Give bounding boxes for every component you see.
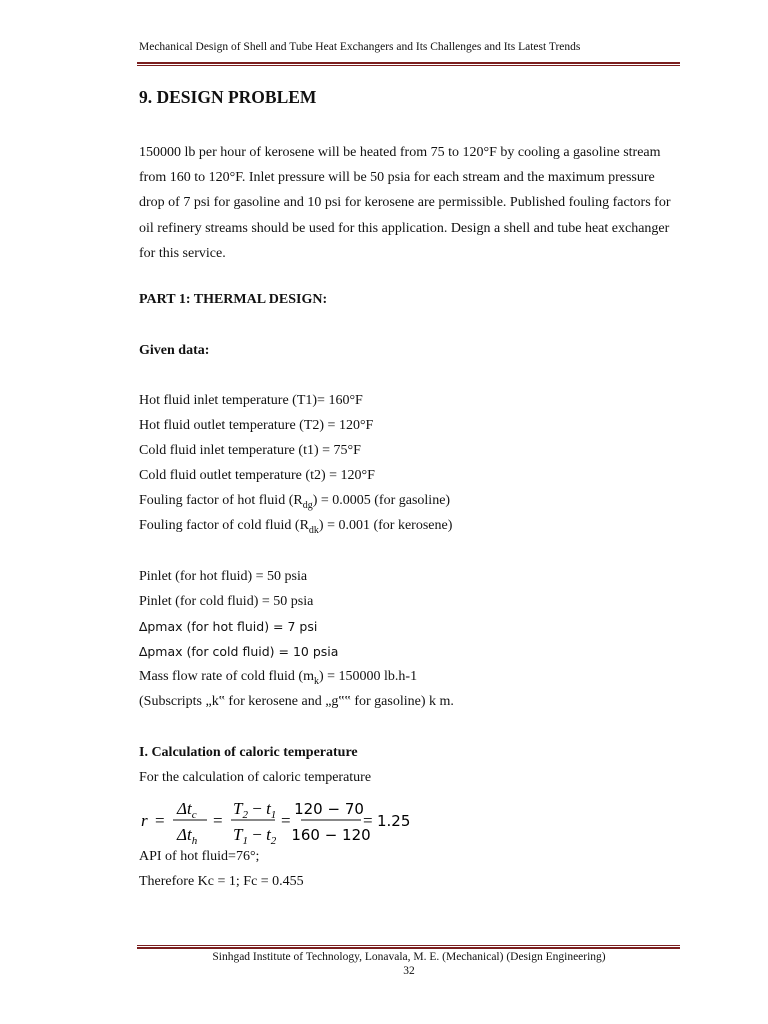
- pinlet-hot: Pinlet (for hot fluid) = 50 psia: [139, 569, 308, 584]
- eq-equals-2: =: [213, 811, 223, 830]
- caloric-ratio-equation: [139, 796, 439, 848]
- part-title: PART 1: THERMAL DESIGN:: [139, 292, 328, 307]
- fouling-hot-suffix: ) = 0.0005 (for gasoline): [312, 493, 451, 508]
- mass-flow-prefix: Mass flow rate of cold fluid (m: [139, 669, 314, 684]
- cold-outlet-temp: Cold fluid outlet temperature (t2) = 120°F: [139, 468, 375, 483]
- eq-equals-4: =: [363, 811, 373, 830]
- eq-equals-3: =: [281, 811, 291, 830]
- page-number: 32: [403, 965, 415, 977]
- running-header: Mechanical Design of Shell and Tube Heat Exchangers and Its Challenges and Its Latest Trends: [139, 41, 581, 53]
- fouling-cold-subscript: dk: [308, 524, 319, 536]
- footer-institute: Sinhgad Institute of Technology, Lonavala, M. E. (Mechanical) (Design Engineering): [212, 951, 606, 963]
- fouling-hot-subscript: dg: [302, 499, 313, 511]
- subscripts-note: (Subscripts „k‟ for kerosene and „g‟‟ for gasoline) k m.: [139, 694, 454, 709]
- eq-lhs: r: [141, 811, 148, 830]
- fouling-factor-hot: [139, 493, 450, 511]
- header-rule: [137, 62, 680, 66]
- footer-rule: [137, 945, 680, 949]
- fouling-hot-prefix: Fouling factor of hot fluid (R: [139, 493, 303, 508]
- eq-numerator: 120 − 70: [294, 800, 364, 818]
- api-hot-fluid: API of hot fluid=76°;: [139, 849, 260, 864]
- dpmax-hot: ∆pmax (for hot fluid) = 7 psi: [139, 619, 318, 634]
- mass-flow-subscript: k: [313, 675, 319, 687]
- hot-inlet-temp: Hot fluid inlet temperature (T1)= 160°F: [139, 393, 363, 408]
- mass-flow-suffix: ) = 150000 lb.h-1: [318, 669, 418, 684]
- eq-dtc: $\Delta t_c$: [177, 799, 197, 821]
- problem-statement: 150000 lb per hour of kerosene will be heated from 75 to 120°F by cooling a gasoline stream from 160 to 120°F. Inlet pressure will be 50 psia for each stream and the maximum pressure drop of 7 psi for gasoline and 10 psi for kerosene are permissible. Published fouling factors for oil refinery streams should be used for this application. Design a shell and tube heat exchanger for this service.: [139, 145, 671, 261]
- given-data-title: Given data:: [139, 343, 210, 358]
- kc-fc-values: Therefore Kc = 1; Fc = 0.455: [139, 874, 304, 889]
- eq-denominator: 160 − 120: [291, 826, 371, 844]
- eq-equals-1: =: [155, 811, 165, 830]
- eq-result: 1.25: [377, 812, 411, 830]
- section-title: 9. DESIGN PROBLEM: [139, 87, 317, 107]
- mass-flow-rate: [139, 669, 417, 687]
- fouling-cold-prefix: Fouling factor of cold fluid (R: [139, 518, 309, 533]
- calc-title: I. Calculation of caloric temperature: [139, 745, 358, 760]
- pinlet-cold: Pinlet (for cold fluid) = 50 psia: [139, 594, 314, 609]
- dpmax-cold: ∆pmax (for cold fluid) = 10 psia: [139, 644, 339, 659]
- calc-intro: For the calculation of caloric temperature: [139, 770, 372, 785]
- eq-T2-t1: $T_2 - t_1$: [233, 799, 277, 821]
- hot-outlet-temp: Hot fluid outlet temperature (T2) = 120°F: [139, 418, 374, 433]
- cold-inlet-temp: Cold fluid inlet temperature (t1) = 75°F: [139, 443, 361, 458]
- fouling-cold-suffix: ) = 0.001 (for kerosene): [318, 518, 453, 533]
- fouling-factor-cold: [139, 518, 452, 536]
- eq-dth: $\Delta t_h$: [177, 825, 198, 847]
- eq-T1-t2: $T_1 - t_2$: [233, 825, 277, 847]
